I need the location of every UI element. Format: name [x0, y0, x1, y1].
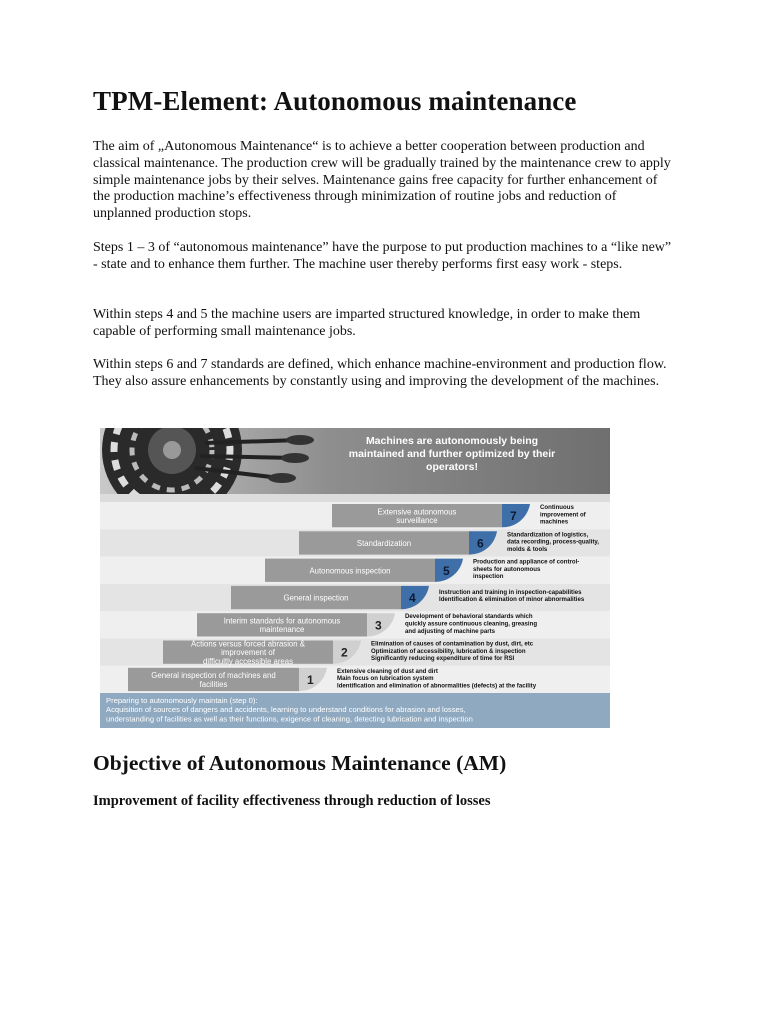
step0-text: Preparing to autonomously maintain (step 0): Acquisition of sources of dangers and accidents, learning to understand conditions for abrasion and losses, understanding of facilities as well as their functions, exigence of cleaning, detecting lubrication and inspection — [106, 696, 473, 724]
paragraph-steps-1-3: Steps 1 – 3 of “autonomous maintenance” have the purpose to put production machines to a “like new” - state and to enhance them further. The machine user thereby performs first easy work - steps. — [93, 240, 672, 272]
staircase-diagram — [100, 428, 610, 728]
subheading: Improvement of facility effectiveness through reduction of losses — [93, 793, 491, 809]
step-label: General inspection — [283, 593, 349, 603]
step-7 — [332, 504, 587, 527]
step-description: Development of behavioral standards which quickly assure continuous cleaning, greasing and adjusting of machine parts — [405, 613, 538, 635]
paragraph-steps-4-5: Within steps 4 and 5 the machine users are imparted structured knowledge, in order to make them capable of performing small maintenance jobs. — [93, 307, 641, 339]
step-label: General inspection of machines and facilities — [151, 671, 276, 689]
paragraph-aim: The aim of „Autonomous Maintenance“ is to achieve a better cooperation between production and classical maintenance. The production crew will be gradually trained by the maintenance crew to apply simple maintenance jobs by their selves. Maintenance gains free capacity for further enhancement of the production machine’s effectiveness through minimization of routine jobs and reduction of unplanned production stops. — [93, 139, 671, 222]
step-3 — [197, 613, 537, 636]
step-description: Standardization of logistics, data recording, process-quality, molds & tools — [507, 531, 599, 553]
step-label: Interim standards for autonomous maintenance — [223, 616, 341, 635]
step-number: 6 — [477, 536, 484, 551]
step-label: Autonomous inspection — [309, 566, 391, 576]
step-label: Standardization — [356, 538, 412, 548]
step-number: 3 — [375, 618, 382, 633]
section-heading: Objective of Autonomous Maintenance (AM) — [93, 751, 507, 775]
page-title: TPM-Element: Autonomous maintenance — [93, 86, 577, 116]
step-number: 5 — [443, 563, 450, 578]
paragraph-steps-6-7: Within steps 6 and 7 standards are defined, which enhance machine-environment and production flow. They also assure enhancements by constantly using and improving the development of the machines. — [93, 357, 667, 389]
step-description: Extensive cleaning of dust and dirt Main focus on lubrication system Identification and elimination of abnormalities (defects) at the facility — [337, 667, 537, 690]
step-number: 1 — [307, 672, 314, 687]
step-label: Actions versus forced abrasion & improvement of difficultly accessible areas — [191, 639, 305, 666]
step-description: Production and appliance of control-sheets for autonomous inspection — [473, 558, 580, 581]
autonomous-maintenance-staircase-figure — [100, 428, 610, 728]
step-number: 4 — [409, 591, 416, 606]
step-description: Elimination of causes of contamination by dust, dirt, etc Optimization of accessibility, lubrication & inspection Significantly reducing expenditure of time for RSI — [371, 640, 534, 663]
banner-divider — [100, 494, 610, 502]
step-number: 2 — [341, 645, 348, 660]
step-label: Extensive autonomous surveillance — [377, 507, 457, 525]
step-description: Instruction and training in inspection-capabilities Identification & elimination of minor abnormalities — [439, 588, 585, 604]
step-number: 7 — [510, 509, 517, 524]
banner-text: Machines are autonomously being maintained and further optimized by their operators! — [348, 435, 556, 473]
step-description: Continuous improvement of machines — [540, 504, 586, 526]
